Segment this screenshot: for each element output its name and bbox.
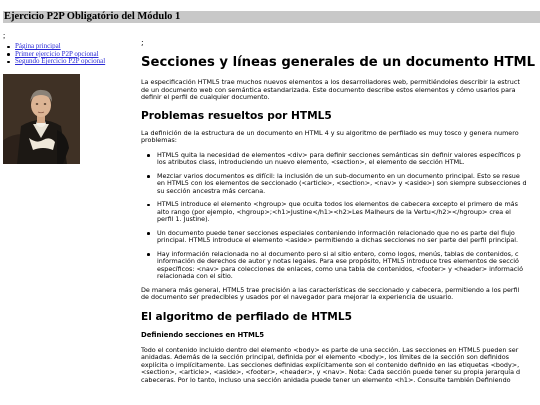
sidebar-link-home[interactable]: Página principal	[15, 42, 61, 50]
list-item	[141, 173, 540, 196]
list-item	[141, 201, 540, 224]
problems-intro-line: problemas:	[141, 136, 177, 144]
bullet-icon	[147, 253, 150, 256]
list-item-line: Un documento puede tener secciones especiales conteniendo información relacionado que no es parte del flujo	[157, 228, 515, 237]
list-item-line: los atributos class, introduciendo un nuevo elemento, <section>, el elemento de sección HTML.	[157, 158, 465, 166]
sidebar-item-exercise-2	[15, 58, 133, 66]
intro-paragraph-line: definir el perfil de cualquier documento.	[141, 93, 270, 101]
page-header-title: Ejercicio P2P Obligatório del Módulo 1	[4, 11, 181, 22]
intro-paragraph-line: de un documento web con semántica estandarizada. Este documento describe estos elementos y cómo usarlos para	[141, 85, 516, 94]
intro-paragraph-line: La especificación HTML5 trae muchos nuevos elementos a los desarrolladores web, permitiéndoles describir la estruct	[141, 78, 520, 86]
list-item-line: en HTML5 con los elementos de seccionado (<article>, <section>, <nav> y <aside>) son siempre subsecciones d	[157, 179, 527, 187]
section-heading-algorithm: El algoritmo de perfilado de HTML5	[141, 310, 352, 323]
list-item-line: HTML5 quita la necesidad de elementos <div> para definir secciones semánticas sin definir valores específicos p	[157, 150, 521, 159]
sidebar-stray-text: ;	[3, 31, 6, 40]
bullet-icon	[7, 46, 10, 49]
bullet-icon	[147, 175, 150, 178]
problems-list	[141, 152, 540, 281]
bullet-icon	[147, 232, 150, 235]
list-item-line: HTML5 introduce el elemento <hgroup> que oculta todos los elementos de cabecera excepto el primero de más	[157, 200, 518, 208]
list-item-line: Mezclar varios documentos es difícil: la inclusión de un sub-documento en un documento principal. Esto se resue	[157, 171, 520, 180]
algorithm-paragraph-line: anidadas. Además de la sección principal, definida por el elemento <body>, los límites de la sección son definidos	[141, 353, 509, 361]
list-item-line: información de derechos de autor y notas legales. Para ese propósito, HTML5 introduce tres elementos de secció	[157, 257, 519, 265]
algorithm-paragraph-line: cabeceras. Por lo tanto, incluso una sección anidada puede tener un elemento <h1>. Consulte también Definiendo	[141, 375, 511, 384]
list-item	[141, 251, 540, 281]
list-item-line: alto rango (por ejemplo, <hgroup>;<h1>Justine</h1><h2>Les Malheurs de la Vertu</h2></hgroup> crea el	[157, 207, 511, 216]
portrait-image	[3, 74, 80, 164]
list-item-line: su sección ancestra más cercana.	[157, 186, 266, 195]
sidebar-link-exercise-2[interactable]: Segundo Ejercicio P2P opcional	[15, 57, 106, 65]
list-item-line: Hay información relacionada no al documento pero si al sitio entero, como logos, menús, tablas de contenidos, c	[157, 249, 519, 258]
algorithm-paragraph-line: explícita o implícitamente. Las secciones definidas explícitamente son el contenido definido en las etiquetas <body>,	[141, 360, 520, 369]
page-title: Secciones y líneas generales de un documento HTML	[141, 55, 535, 70]
list-item	[141, 152, 540, 167]
closing-paragraph-line: De manera más general, HTML5 trae precisión a las características de seccionado y cabecera, permitiendo a los perfil	[141, 285, 520, 294]
bullet-icon	[147, 204, 150, 207]
sidebar	[3, 31, 133, 66]
main-stray-text: ;	[141, 38, 144, 47]
list-item-line: específicos: <nav> para colecciones de enlaces, como una tabla de contenidos, <footer> y <header> informació	[157, 264, 523, 273]
page-header	[3, 11, 540, 23]
sidebar-link-exercise-1[interactable]: Primer ejercicio P2P opcional	[15, 49, 99, 58]
bullet-icon	[147, 154, 150, 157]
closing-paragraph-line: de documento ser predecibles y usados por el navegador para mejorar la experiencia de usuario.	[141, 293, 454, 301]
algorithm-paragraph-line: Todo el contenido incluido dentro del elemento <body> es parte de una sección. Las secciones en HTML5 pueden ser	[141, 345, 519, 354]
section-heading-problems: Problemas resueltos por HTML5	[141, 109, 332, 122]
list-item	[141, 230, 540, 245]
subsection-heading-defining: Definiendo secciones en HTML5	[141, 330, 265, 339]
bullet-icon	[7, 61, 10, 64]
algorithm-paragraph-line: <section>, <article>, <aside>, <footer>, <header>, y <nav>. Nota: Cada sección puede tener su propia jerarquía d	[141, 368, 521, 376]
list-item-line: perfil 1. Justine).	[157, 215, 210, 223]
main-content	[141, 38, 540, 384]
bullet-icon	[7, 53, 10, 56]
portrait-illustration	[3, 74, 80, 164]
list-item-line: relacionada con el sitio.	[157, 272, 233, 280]
problems-intro-line: La definición de la estructura de un documento en HTML 4 y su algoritmo de perfilado es muy tosco y genera numero	[141, 128, 519, 137]
list-item-line: principal. HTML5 introduce el elemento <aside> permitiendo a dichas secciones no ser parte del perfil principal.	[157, 236, 519, 244]
sidebar-nav	[3, 43, 133, 66]
